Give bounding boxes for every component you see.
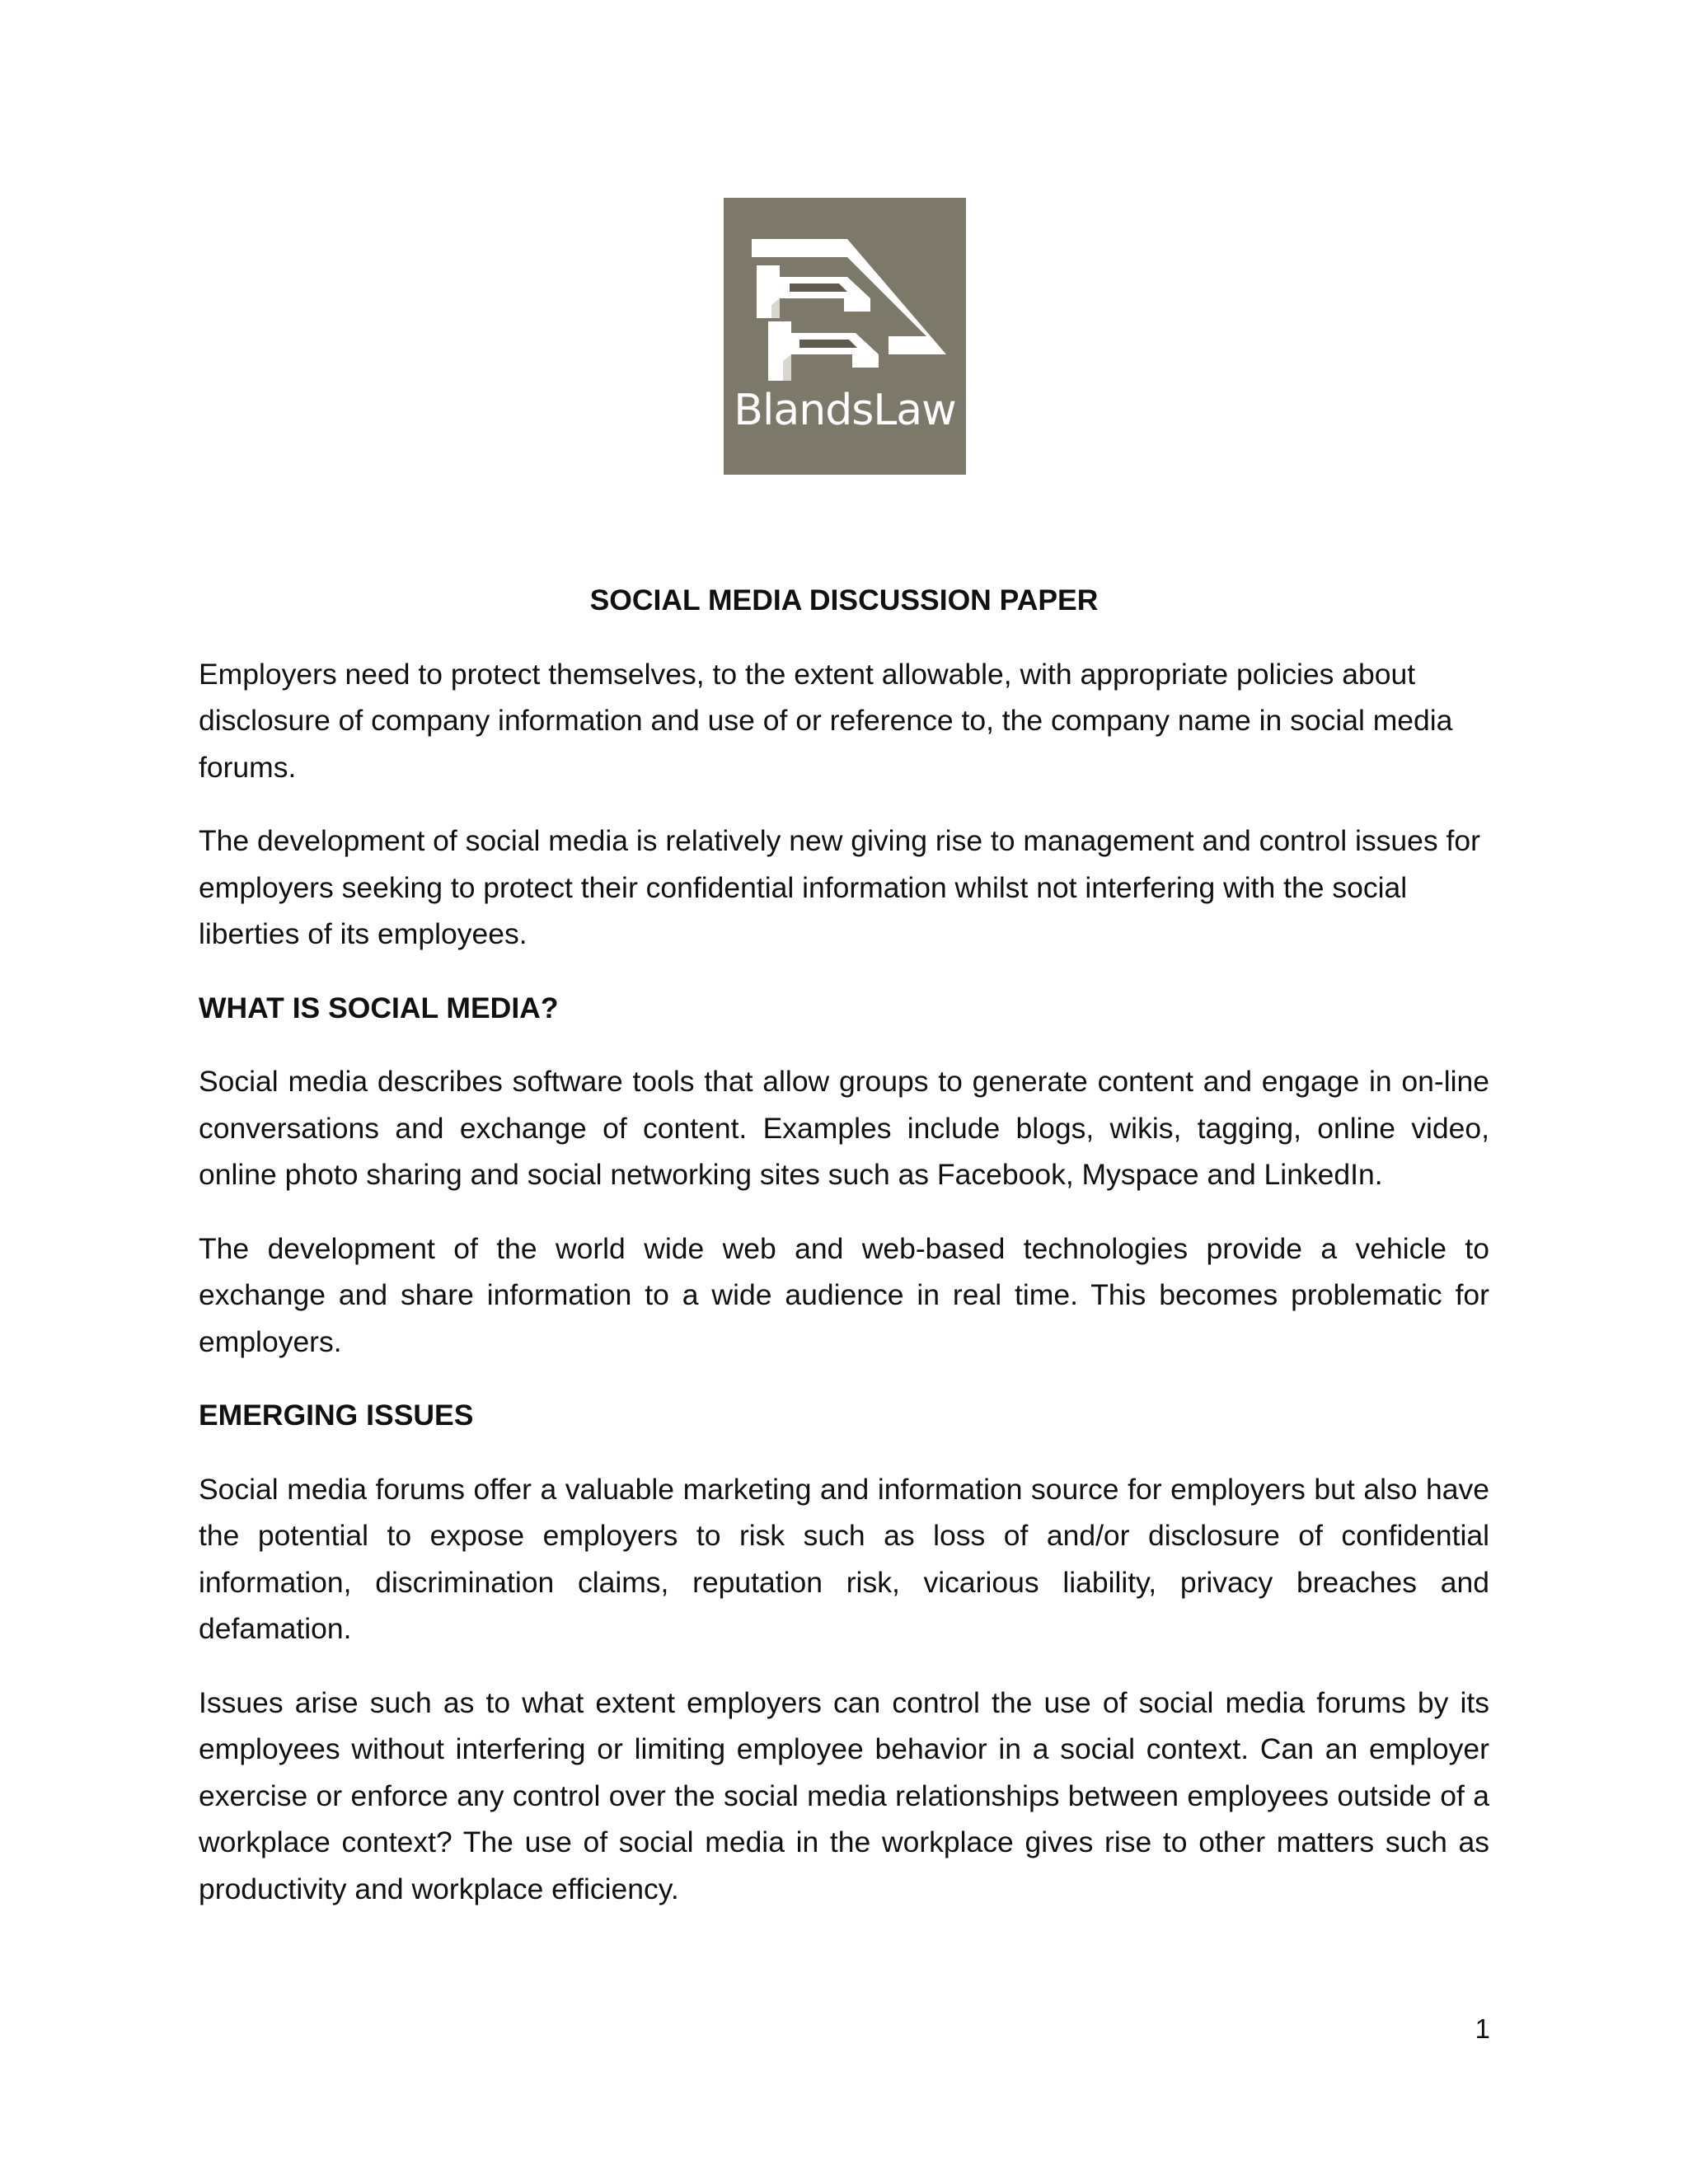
document-body — [199, 577, 1489, 1939]
intro-paragraph: The development of social media is relatively new giving rise to management and control issues for employers seeking to protect their confidential information whilst not interfering with the social liberties of its employees. — [199, 824, 1480, 950]
logo-text: BlandsLaw — [734, 386, 956, 435]
section-heading: EMERGING ISSUES — [199, 1399, 474, 1432]
section-paragraph: Social media forums offer a valuable marketing and information source for employers but also have the potential to expose employers to risk such as loss of and/or disclosure of confidential information, discrimination claims, reputation risk, vicarious liability, privacy breaches and defamation. — [199, 1472, 1489, 1645]
logo-mark-icon — [724, 198, 966, 396]
blandslaw-logo — [724, 198, 966, 475]
intro-paragraph: Employers need to protect themselves, to the extent allowable, with appropriate policies about disclosure of company information and use of or reference to, the company name in social media forums. — [199, 657, 1453, 784]
section-heading: WHAT IS SOCIAL MEDIA? — [199, 991, 559, 1024]
section-paragraph: Social media describes software tools that allow groups to generate content and engage in on-line conversations and exchange of content. Examples include blogs, wikis, tagging, online video, online photo sharing and social networking sites such as Facebook, Myspace and LinkedIn. — [199, 1065, 1489, 1191]
section-paragraph: Issues arise such as to what extent employers can control the use of social media forums by its employees without interfering or limiting employee behavior in a social context. Can an employer exercise or enforce any control over the social media relationships between employees outside of a workplace context? The use of social media in the workplace gives rise to other matters such as productivity and workplace efficiency. — [199, 1685, 1489, 1905]
document-title: SOCIAL MEDIA DISCUSSION PAPER — [589, 583, 1099, 616]
page-number: 1 — [1475, 2013, 1490, 2044]
section-paragraph: The development of the world wide web and web-based technologies provide a vehicle to exchange and share information to a wide audience in real time. This becomes problematic for employers. — [199, 1231, 1489, 1358]
